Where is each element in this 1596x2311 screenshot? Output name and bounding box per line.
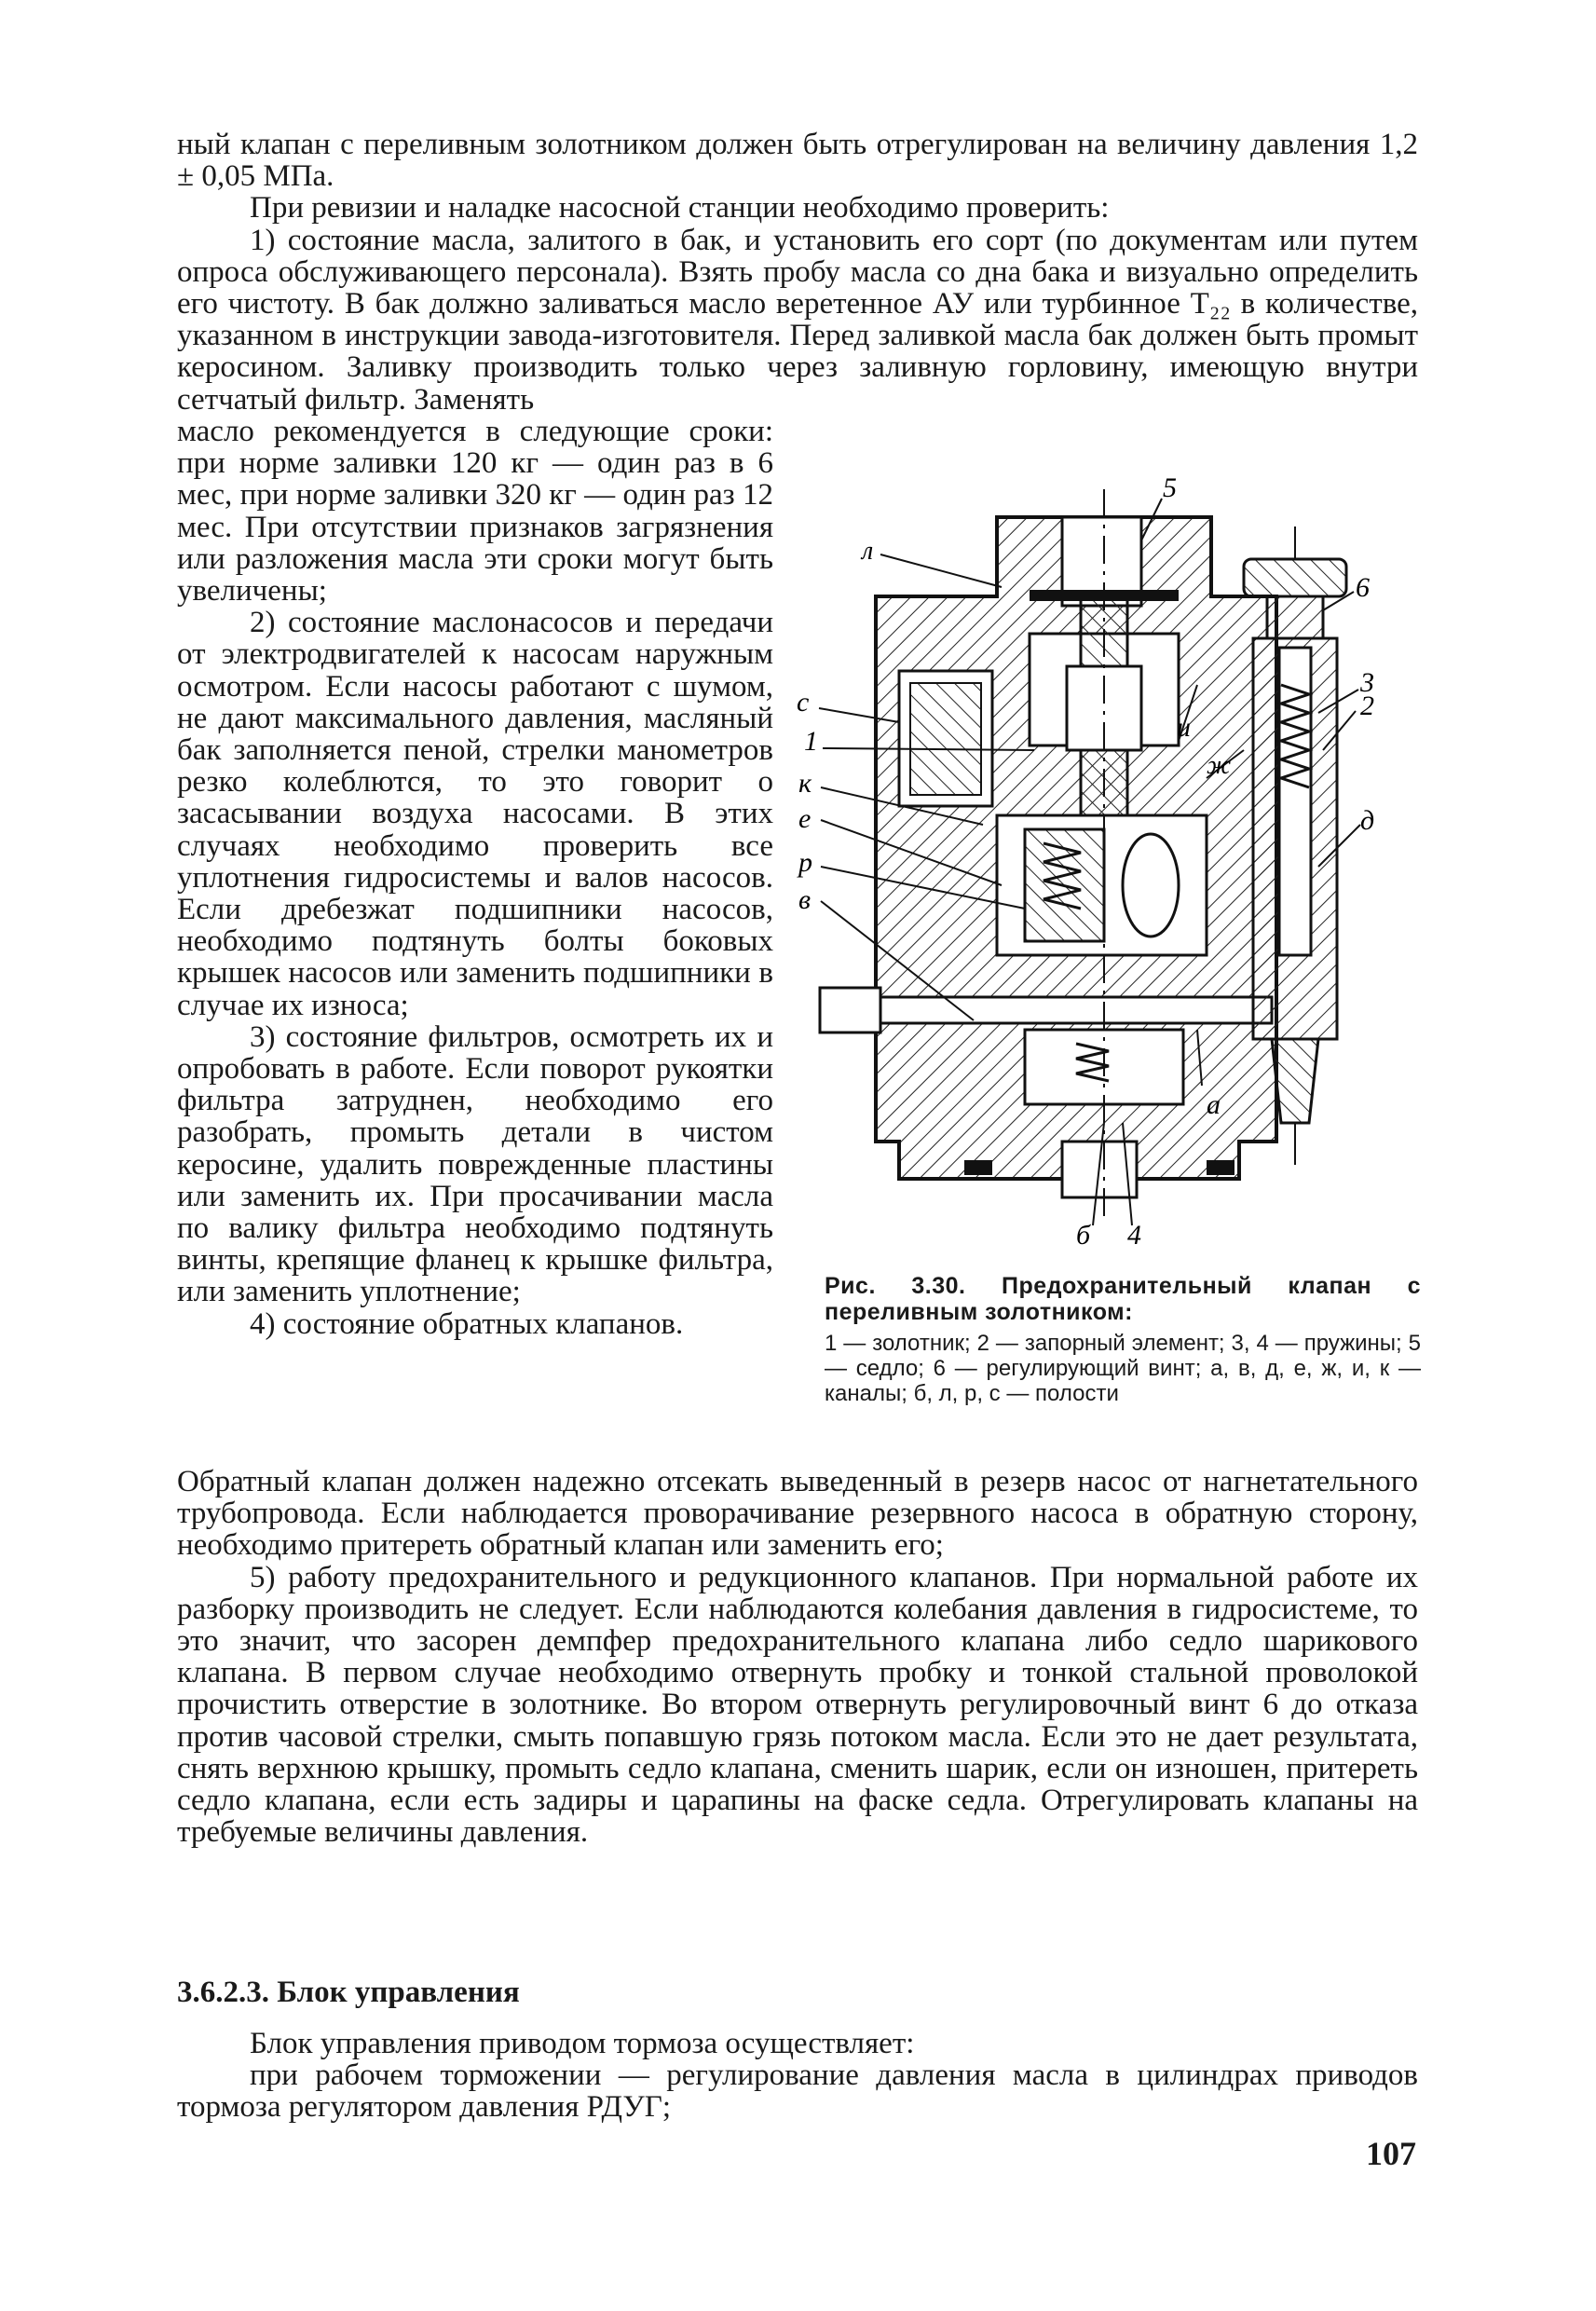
label-a: а [1207, 1089, 1221, 1120]
label-6: 6 [1356, 572, 1370, 603]
label-4: 4 [1127, 1220, 1141, 1251]
label-zh: ж [1207, 751, 1232, 780]
figure-caption [825, 1273, 1421, 1406]
top-text-block [177, 129, 1418, 416]
section-heading: 3.6.2.3. Блок управления [177, 1976, 520, 2009]
paragraph: Блок управления приводом тормоза осуществляет: [250, 2027, 915, 2060]
label-v: в [798, 884, 812, 915]
label-c: с [797, 687, 810, 718]
caption-legend: 1 — золотник; 2 — запорный элемент; 3, 4 — пружины; 5 — седло; 6 — регулирующий винт; а, в, д, е, ж, и, к — каналы; б, л, р, с — полости [825, 1331, 1421, 1406]
left-text-column [177, 416, 773, 1340]
caption-title: Рис. 3.30. Предохранительный клапан с переливным золотником: [825, 1273, 1421, 1325]
paragraph: 3) состояние фильтров, осмотреть их и опробовать в работе. Если поворот рукоятки фильтра затруднен, необходимо его разобрать, промыть детали в чистом керосине, удалить поврежденные пластины или заменить их. При просачивании масла по валику фильтра необходимо подтянуть винты, крепящие фланец к крышке фильтра, или заменить уплотнение; [177, 1019, 773, 1309]
paragraph: 4) состояние обратных клапанов. [250, 1306, 684, 1341]
label-3: 3 [1360, 667, 1374, 698]
paragraph: 1) состояние масла, залитого в бак, и установить его сорт (по документам или путем опроса обслуживающего персонала). Взять пробу масла со дна бака и визуально определить его чистоту. В бак должно заливаться масло веретенное АУ или турбинное Т₂₂ в количестве, указанном в инструкции завода-изготовителя. Перед заливкой масла бак должен быть промыт керосином. Заливку производить только через заливную горловину, имеющую внутри сетчатый фильтр. Заменять [177, 223, 1418, 417]
paragraph: 2) состояние маслонасосов и передачи от электродвигателей к насосам наружным осмотром. Если насосы работают с шумом, не дают максимального давления, масляный бак заполняется пеной, стрелки манометров резко колеблются, то это говорит о засасывании воздуха насосами. В этих случаях необходимо проверить все уплотнения гидросистемы и валов насосов. Если дребезжат подшипники насосов, необходимо подтянуть болты боковых крышек насосов или заменить подшипники в случае их износа; [177, 606, 773, 1022]
paragraph: при рабочем торможении — регулирование давления масла в цилиндрах приводов тормоза регулятором давления РДУГ; [177, 2058, 1418, 2125]
paragraph: Обратный клапан должен надежно отсекать выведенный в резерв насос от нагнетательного трубопровода. Если наблюдается проворачивание резервного насоса в обратную сторону, необходимо притереть обратный клапан или заменить его; [177, 1465, 1418, 1563]
label-i: и [1177, 712, 1191, 743]
label-d: д [1360, 805, 1375, 836]
label-2: 2 [1360, 691, 1374, 721]
bottom-text-block [177, 1466, 1418, 1848]
valve-figure [797, 471, 1430, 1281]
label-l: л [862, 537, 874, 566]
label-p: р [798, 847, 812, 878]
page-number: 107 [1366, 2135, 1416, 2172]
valve-drawing [797, 471, 1430, 1281]
paragraph: 5) работу предохранительного и редукционного клапанов. При нормальной работе их разборку производить не следует. Если наблюдаются колебания давления в гидросистеме, то это значит, что засорен демпфер предохранительного клапана либо седло шарикового клапана. В первом случае необходимо отвернуть пробку и тонкой стальной проволокой прочистить отверстие в золотнике. Во втором отвернуть регулировочный винт 6 до отказа против часовой стрелки, смыть попавшую грязь потоком масла. Если это не дает результата, снять верхнюю крышку, промыть седло клапана, сменить шарик, если он изношен, притереть седло клапана, если есть задиры и царапины на фаске седла. Отрегулировать клапаны на требуемые величины давления. [177, 1560, 1418, 1850]
paragraph: ный клапан с переливным золотником должен быть отрегулирован на величину давления 1,2 ± 0,05 МПа. [177, 128, 1418, 194]
paragraph: масло рекомендуется в следующие сроки: при норме заливки 120 кг — один раз в 6 мес, при норме заливки 320 кг — один раз 12 мес. При отсутствии признаков загрязнения или разложения масла эти сроки могут быть увеличены; [177, 415, 773, 609]
label-e: е [798, 803, 812, 834]
label-b: б [1076, 1220, 1091, 1251]
final-text-block [177, 2028, 1418, 2124]
label-5: 5 [1163, 472, 1177, 503]
label-k: к [798, 768, 812, 799]
paragraph: При ревизии и наладке насосной станции необходимо проверить: [250, 191, 1110, 226]
label-1: 1 [804, 726, 818, 757]
